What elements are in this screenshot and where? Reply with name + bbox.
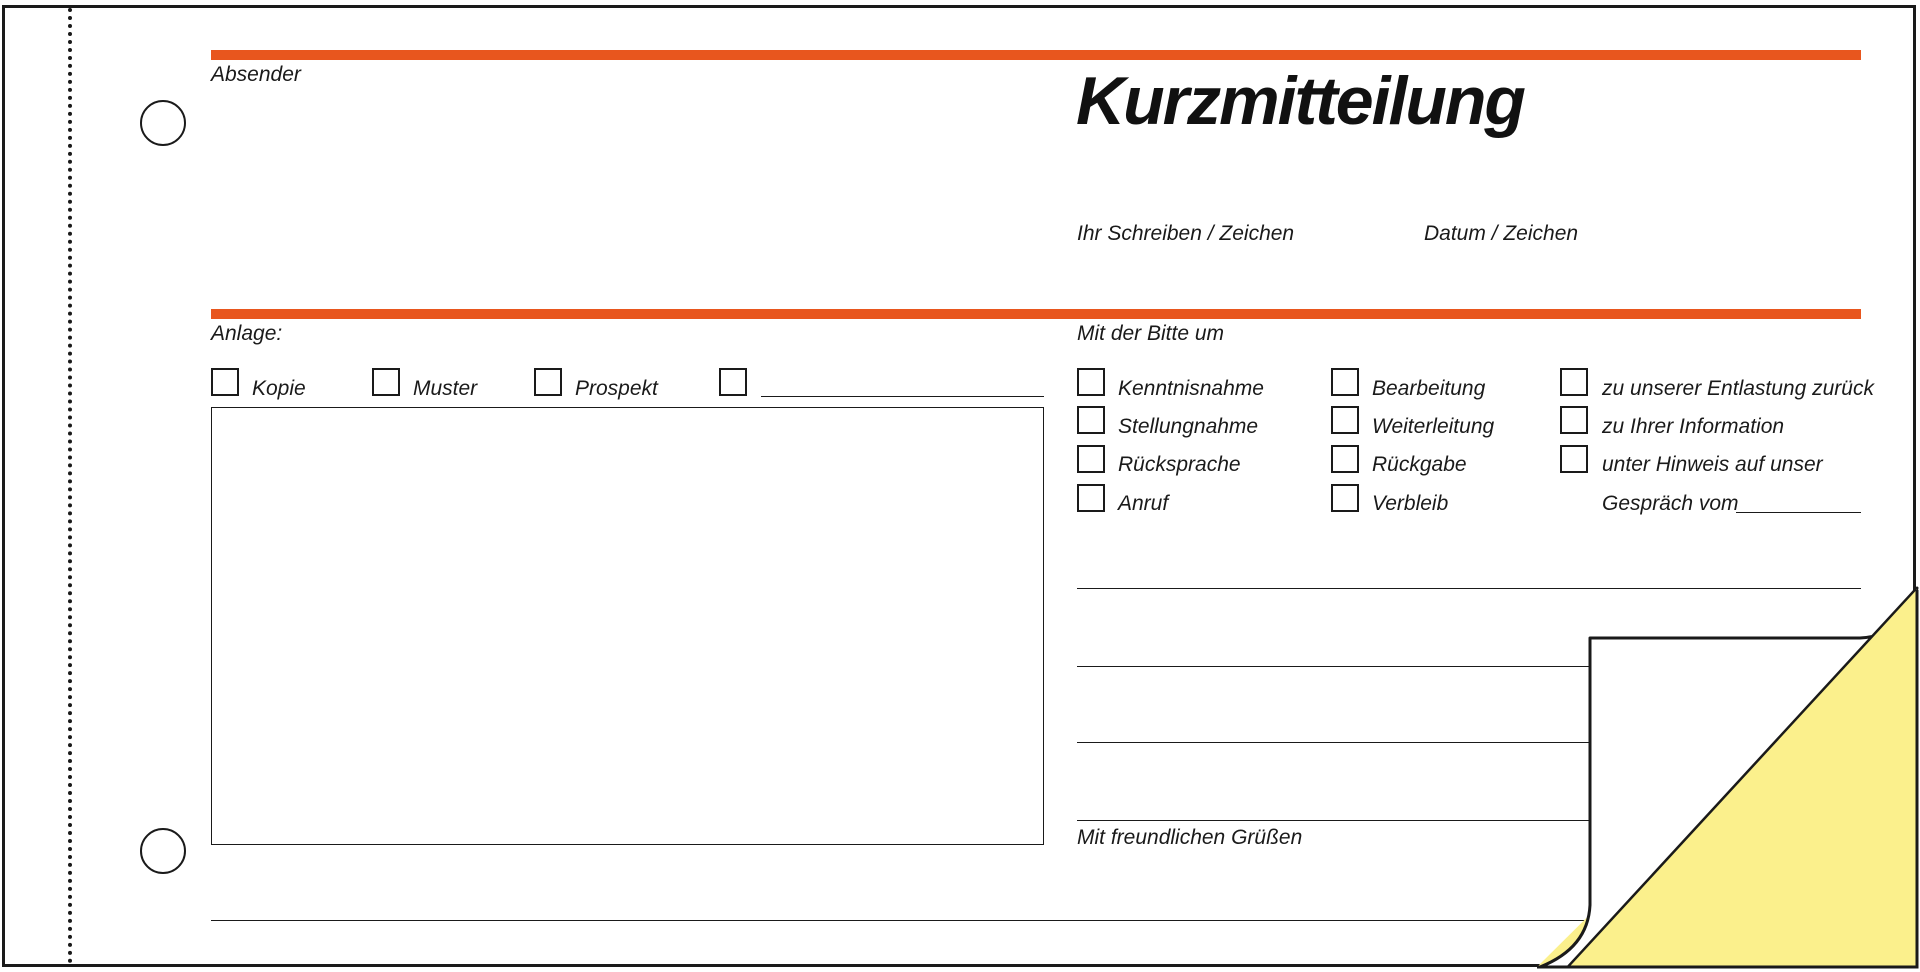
request-hinweis-label: unter Hinweis auf unser xyxy=(1602,453,1823,476)
request-entlastung-label: zu unserer Entlastung zurück xyxy=(1602,377,1874,400)
closing-label: Mit freundlichen Grüßen xyxy=(1077,826,1303,849)
request-ruecksprache-label: Rücksprache xyxy=(1118,453,1241,476)
request-verbleib-label: Verbleib xyxy=(1372,492,1449,515)
attachment-muster-label: Muster xyxy=(413,377,478,400)
date-label: Datum / Zeichen xyxy=(1424,222,1579,245)
conversation-label: Gespräch vom xyxy=(1602,492,1739,515)
your-letter-label: Ihr Schreiben / Zeichen xyxy=(1077,222,1295,245)
request-weiterleitung-label: Weiterleitung xyxy=(1372,415,1495,438)
attachment-prospekt-label: Prospekt xyxy=(575,377,658,400)
request-bearbeitung-label: Bearbeitung xyxy=(1372,377,1486,400)
request-rueckgabe-label: Rückgabe xyxy=(1372,453,1467,476)
request-label: Mit der Bitte um xyxy=(1077,322,1225,345)
attachment-label: Anlage: xyxy=(211,322,283,345)
request-information-label: zu Ihrer Information xyxy=(1602,415,1785,438)
form-title: Kurzmitteilung xyxy=(1076,63,1524,139)
sender-label: Absender xyxy=(211,63,301,86)
attachment-kopie-label: Kopie xyxy=(252,377,306,400)
request-kenntnisnahme-label: Kenntnisnahme xyxy=(1118,377,1264,400)
request-stellungnahme-label: Stellungnahme xyxy=(1118,415,1259,438)
request-anruf-label: Anruf xyxy=(1118,492,1169,515)
